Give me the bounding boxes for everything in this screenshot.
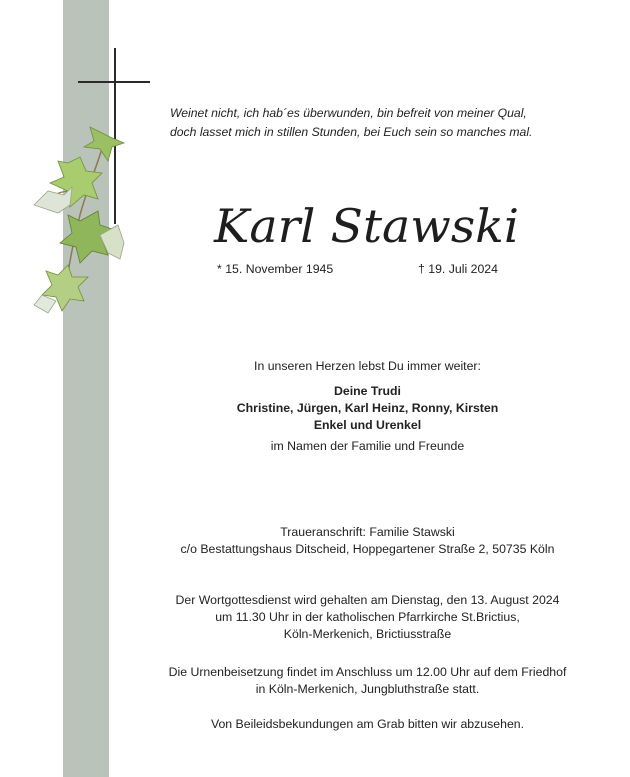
mourners-names: [130, 383, 605, 434]
burial-line-2: in Köln-Merkenich, Jungbluthstraße statt.: [255, 682, 480, 696]
burial-info: [130, 664, 605, 698]
deceased-name: Karl Stawski: [212, 199, 519, 253]
condolence-address: [130, 524, 605, 558]
mourners-intro: In unseren Herzen lebst Du immer weiter:: [254, 359, 481, 373]
birth-date: * 15. November 1945: [217, 262, 334, 276]
death-date: † 19. Juli 2024: [418, 262, 498, 276]
service-info: [130, 592, 605, 643]
poem-quote: [170, 104, 590, 142]
address-line-2: c/o Bestattungshaus Ditscheid, Hoppegartener Straße 2, 50735 Köln: [180, 542, 555, 556]
service-line-3: Köln-Merkenich, Brictiusstraße: [283, 627, 452, 641]
condolence-note: Von Beileidsbekundungen am Grab bitten wir abzusehen.: [210, 717, 525, 731]
service-line-1: Der Wortgottesdienst wird gehalten am Dienstag, den 13. August 2024: [175, 593, 560, 607]
poem-line-1: Weinet nicht, ich hab´es überwunden, bin befreit von meiner Qual,: [170, 106, 527, 120]
mourner-line-1: Deine Trudi: [334, 384, 401, 398]
mourner-line-2: Christine, Jürgen, Karl Heinz, Ronny, Kirsten: [236, 401, 499, 415]
burial-line-1: Die Urnenbeisetzung findet im Anschluss um 12.00 Uhr auf dem Friedhof: [168, 665, 567, 679]
service-line-2: um 11.30 Uhr in der katholischen Pfarrkirche St.Brictius,: [215, 610, 520, 624]
ivy-leaves-icon: [28, 125, 138, 320]
deceased-name-signature: [210, 190, 530, 260]
poem-line-2: doch lasset mich in stillen Stunden, bei Euch sein so manches mal.: [170, 125, 533, 139]
mourners-closing: im Namen der Familie und Freunde: [270, 439, 465, 453]
mourner-line-3: Enkel und Urenkel: [313, 418, 422, 432]
address-line-1: Traueranschrift: Familie Stawski: [280, 525, 455, 539]
